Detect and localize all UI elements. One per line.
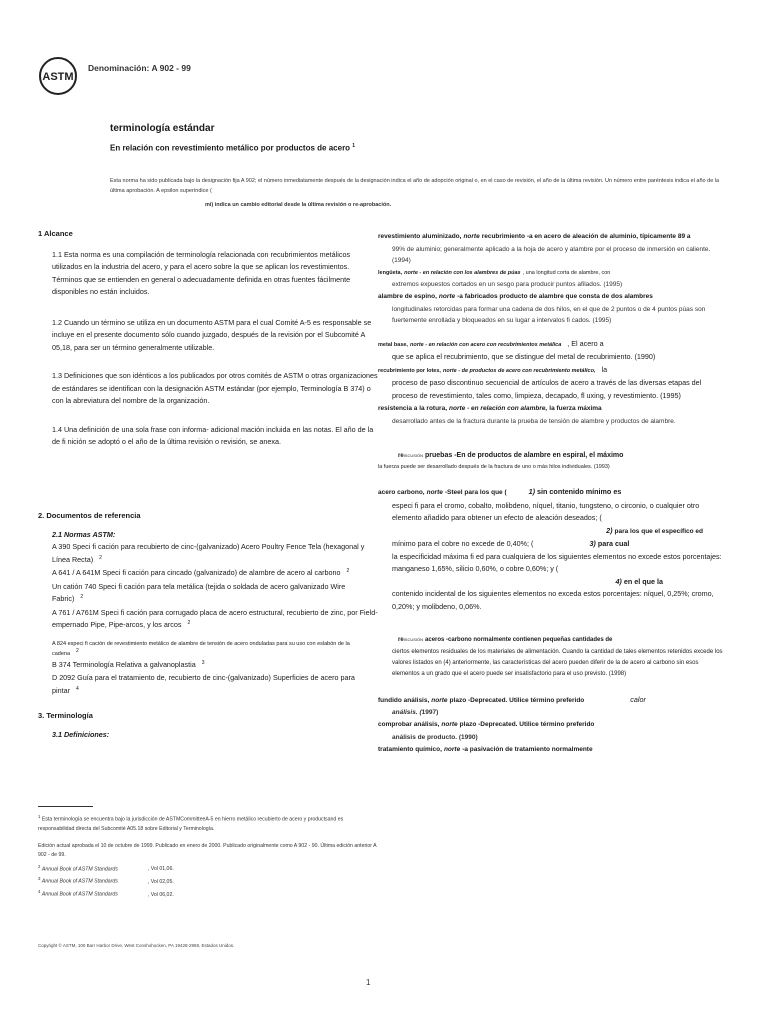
reference-list	[38, 541, 378, 698]
footnote-mark: 2	[38, 863, 41, 869]
reference-footnote: 4	[75, 685, 79, 692]
year: 1997)	[421, 709, 439, 716]
para-1-4: 1.4 Una definición de una sola frase con informa- adicional mación incluida en las notas. El año de la de fi nición se adoptó o el año de la última revisión o revisión, se anexa.	[52, 424, 374, 446]
left-column	[38, 228, 378, 449]
definition-body: contenido incidental de los siguientes elementos no exceda estos porcentajes: níquel, 0,25%; cromo, 0,20%; y molibdeno, 0,06%.	[392, 589, 714, 611]
item-text: para cual	[597, 539, 630, 548]
discussion-2	[378, 633, 723, 647]
definition-lead: , una longitud corta de alambre, con	[522, 269, 611, 276]
reference-item	[52, 607, 378, 633]
item-number: 1)	[528, 487, 536, 496]
definition-body: especi fi para el cromo, cobalto, molibdeno, níquel, titanio, tungsteno, o circonio, o cualquier otro elemento añadido para obtener un efecto de aleación deseados; (	[392, 500, 700, 522]
para-1-1: 1.1 Esta norma es una compilación de terminología relacionada con recubrimientos metálicos utilizados en la industria del acero, y para el acero sobre la que se aplican los revestimientos. Términos que se entienden en general o adecuadamente definida en otras fuentes fácilmente disponibles no están incluidos.	[52, 249, 351, 296]
astm-standards-heading: 2.1 Normas ASTM:	[52, 529, 116, 539]
discussion-lead: pruebas -En de productos de alambre en espiral, el máximo	[425, 451, 624, 459]
definition-tratamiento	[378, 743, 723, 757]
reference-text: Un catión 740 Speci fi cación para tela metálica (tejida o soldada de acero galvanizado Wire Fabric)	[52, 581, 346, 603]
term-qualifier: norte	[426, 489, 443, 496]
discussion-1-body: la fuerza puede ser desarrollado después de la fractura de uno o más hilos individuales. (1993)	[378, 464, 610, 470]
discussion-lead: aceros -carbono normalmente contienen pequeñas cantidades de	[425, 637, 613, 643]
definition-body: análisis de producto. (1990)	[392, 733, 478, 741]
definition-lead: -a pasivación de tratamiento normalmente	[462, 745, 593, 753]
definitions-heading: 3.1 Definiciones:	[52, 729, 110, 739]
definition-entry	[378, 364, 723, 403]
term: revestimiento aluminizado,	[378, 233, 462, 240]
definition-body: 99% de aluminio; generalmente aplicado a la hoja de acero y alambre por el proceso de inmersión en caliente. (1994)	[392, 245, 711, 264]
reference-footnote: 2	[76, 647, 79, 654]
reference-text: A 761 / A761M Speci fi cación para corrugado placa de acero estructural, recubierto de zinc, por Field-empernado Pipe, Pipe-arcos, y los arcos	[52, 607, 378, 629]
para-1-3: 1.3 Definiciones que son idénticos a los publicados por otros comités de ASTM o otras organizaciones de estándares se identifican con la designación ASTM estándar (por ejemplo, Terminología B 374) o con la abreviatura del nombre de la organización.	[52, 371, 378, 405]
designation: Denominación: A 902 - 99	[88, 63, 191, 73]
footnote-book	[38, 887, 378, 900]
discussion-label-small: ISCUSIÓN	[403, 452, 424, 458]
definition-lead: -Steel para los que (	[444, 489, 507, 496]
definition-lead: la fuerza máxima	[549, 405, 602, 412]
reference-text: B 374 Terminología Relativa a galvanoplastia	[52, 659, 196, 669]
definition-body: que se aplica el recubrimiento, que se distingue del metal de recubrimiento. (1990)	[392, 352, 656, 361]
footnote-book	[38, 862, 378, 875]
footnote-mark: 4	[38, 889, 41, 895]
definition-lead: plazo -Deprecated. Utilice término preferido	[449, 696, 585, 704]
svg-text:ASTM: ASTM	[42, 71, 74, 83]
document-subtitle	[110, 143, 355, 153]
definition-body: desarrollado antes de la fractura durante la prueba de tensión de alambre y productos de alambre.	[392, 417, 676, 425]
preferred-term: análisis. (	[392, 709, 422, 716]
book-volume: , Vol 02,05.	[147, 879, 174, 886]
definition-lead: , El acero a	[567, 338, 604, 348]
item-2-line	[378, 525, 723, 539]
reference-text: A 824 especi fi cación de revestimiento metálico de alambre de tensión de acero onduladas para su uso con eslabón de la cadena	[52, 640, 350, 657]
page-number: 1	[366, 978, 371, 987]
references-section	[38, 510, 378, 741]
definition-entry	[378, 338, 723, 364]
footnote-book	[38, 874, 378, 887]
item-number: 4)	[615, 576, 622, 586]
reference-item	[52, 541, 378, 567]
definition-lead: -a fabricados producto de alambre que consta de dos alambres	[457, 293, 653, 300]
item-3-line	[378, 538, 723, 551]
reference-item	[52, 567, 378, 581]
book-title: Annual Book of ASTM Standards	[41, 891, 118, 898]
footnote-divider	[38, 806, 93, 807]
footnote-text: Esta terminología se encuentra bajo la jurisdicción de ASTMCommitteeA-5 en hierro metálico recubierto de acero y productsand es responsabilidad directa del Subcomité A05.18 sobre Editorial y Terminología.	[38, 816, 344, 832]
item-number: 2)	[606, 525, 613, 535]
reference-footnote: 3	[201, 659, 205, 666]
term: acero carbono,	[378, 489, 425, 496]
term: comprobar análisis,	[378, 721, 440, 728]
definition-lead: plazo -Deprecated. Utilice término preferido	[459, 721, 595, 728]
reference-item	[52, 672, 378, 698]
book-title: Annual Book of ASTM Standards	[41, 866, 118, 873]
item-4-line	[378, 576, 723, 589]
term: alambre de espino,	[378, 293, 437, 300]
reference-text: A 641 / A 641M Speci fi cación para cincado (galvanizado) de alambre de acero al carbono	[52, 568, 341, 577]
term: recubrimiento por lotes,	[378, 367, 441, 374]
term-qualifier: norte	[441, 721, 458, 728]
term-qualifier: norte	[431, 696, 448, 704]
definition-body: extremos expuestos cortados en un sesgo para producir puntos afilados. (1995)	[392, 281, 623, 288]
discussion-label: re	[398, 637, 404, 643]
footnote-mark: 1	[38, 814, 41, 819]
reference-text: D 2092 Guía para el tratamiento de, recubierto de cinc-(galvanizado) Superficies de acero para pintar	[52, 673, 355, 695]
reference-footnote: 2	[80, 594, 84, 600]
term-qualifier: norte - en relación con acero con recubrimientos metálica	[409, 341, 562, 348]
term: tratamiento químico,	[378, 745, 442, 753]
reference-text: A 390 Speci fi cación para recubierto de cinc-(galvanizado) Acero Poultry Fence Tela (hexagonal y Línea Recta)	[52, 542, 365, 564]
definition-body: la especificidad máxima fi ed para cualquiera de los siguientes elementos no excede estos porcentajes: manganeso 1,65%, silicio 0,60%, o cobre 0,60%; y (	[392, 551, 722, 573]
definition-body: mínimo para el cobre no excede de 0,40%; (	[392, 539, 534, 548]
intro-paragraph: Esta norma ha sido publicada bajo la designación fija A 902; el número inmediatamente después de la designación indica el año de adopción original o, en el caso de revisión, el año de la última revisión. Un número entre paréntesis indica el año de la última aprobación. A epsilon superíndice (	[110, 178, 720, 194]
book-volume: , Vol 01,06.	[147, 866, 174, 873]
document-title: terminología estándar	[110, 123, 215, 134]
reference-footnote: 2	[99, 554, 102, 561]
discussion-label-small: ISCUSIÓN	[403, 637, 424, 642]
reference-item	[52, 581, 378, 607]
reference-footnote: 2	[187, 620, 191, 626]
footnotes	[38, 812, 378, 900]
term-qualifier: norte - de productos de acero con recubrimiento metálico,	[442, 367, 596, 374]
item-text: en el que la	[623, 576, 663, 586]
footnote-mark: 3	[38, 876, 41, 882]
item-number: 3)	[589, 539, 596, 548]
definition-lead: la	[601, 364, 608, 374]
footnote-1	[38, 812, 378, 834]
edition-note: Edición actual aprobada el 10 de octubre de 1999. Publicado en enero de 2000. Publicado originalmente como A 902 - 90. Última edición anterior A 902 - de 99.	[38, 842, 377, 858]
section-2-heading: 2. Documentos de referencia	[38, 511, 141, 520]
fundido-line-2	[378, 707, 723, 718]
definition-entry	[378, 402, 723, 427]
definition-lead: recubrimiento -a en acero de aleación de aluminio, típicamente 89 a	[481, 233, 691, 240]
intro-last-line: mi) indica un cambio editorial desde la última revisión o re-aprobación.	[205, 202, 392, 208]
term-qualifier: norte	[438, 293, 456, 300]
book-volume: , Vol 06,02.	[147, 891, 174, 898]
term: metal base,	[378, 341, 408, 348]
section-3-heading: 3. Terminología	[38, 711, 93, 720]
definition-entry	[378, 266, 723, 291]
definition-fundido	[378, 694, 723, 719]
definition-body: longitudinales retorcidas para formar una cadena de dos hilos, en el que de 2 puntos o de 4 puntos púas son fuertemente enrollada y bloqueados en su lugar a intervalos fi cados. (1995)	[392, 305, 706, 324]
term: lengüeta,	[378, 269, 403, 276]
term: fundido análisis,	[378, 696, 430, 704]
discussion-1	[378, 449, 723, 463]
reference-item	[52, 659, 378, 673]
subtitle-footnote-mark: 1	[352, 143, 356, 149]
definition-entry	[378, 290, 723, 326]
term: resistencia a la rotura,	[378, 405, 448, 412]
section-1-heading: 1 Alcance	[38, 229, 73, 238]
definition-carbon-steel	[378, 486, 723, 613]
copyright: Copyright © ASTM, 100 Barr Harbor Drive, West Conshohocken, PA 19428-2959, Estados Unidos.	[38, 943, 235, 948]
para-1-2: 1.2 Cuando un término se utiliza en un documento ASTM para el cual Comité A-5 es responsable se incluye en el presente documento sólo cuando juzgado, después de la revisión por el Subcomité A 05,18, para ser un término generalmente utilizable.	[52, 317, 372, 352]
term-qualifier: norte	[463, 233, 480, 240]
item-text: para los que el específico ed	[614, 527, 703, 535]
term-qualifier: norte	[443, 745, 461, 753]
subtitle-text: En relación con revestimiento metálico por productos de acero	[110, 143, 351, 153]
reference-footnote: 2	[346, 568, 350, 574]
discussion-2-body: ciertos elementos residuales de los materiales de alimentación. Cuando la cantidad de tales elementos retenidos excede los valores listados en (4) anteriormente, las características del acero pueden diferir de la de acero al carbono sin esos elementos a un grado que el acero puede ser insatisfactorio para el uso previsto. (1998)	[392, 648, 723, 677]
item-text: sin contenido mínimo es	[537, 487, 622, 496]
term-qualifier: norte - en relación con alambre,	[449, 405, 548, 412]
discussion-label: re	[398, 452, 404, 459]
definition-entry	[378, 230, 723, 266]
book-title: Annual Book of ASTM Standards	[41, 879, 118, 886]
reference-item	[52, 639, 378, 659]
definition-comprobar	[378, 718, 723, 743]
definition-body: proceso de paso discontinuo secuencial de artículos de acero a través de las diversas etapas del proceso de revestimiento, tales como, limpieza, decapado, fl uxing, y revestimiento. (1995)	[392, 378, 702, 400]
term-qualifier: norte - en relación con los alambres de púas	[404, 269, 521, 276]
astm-logo	[38, 55, 78, 97]
preferred-term: calor	[630, 694, 646, 704]
right-column	[378, 230, 723, 756]
